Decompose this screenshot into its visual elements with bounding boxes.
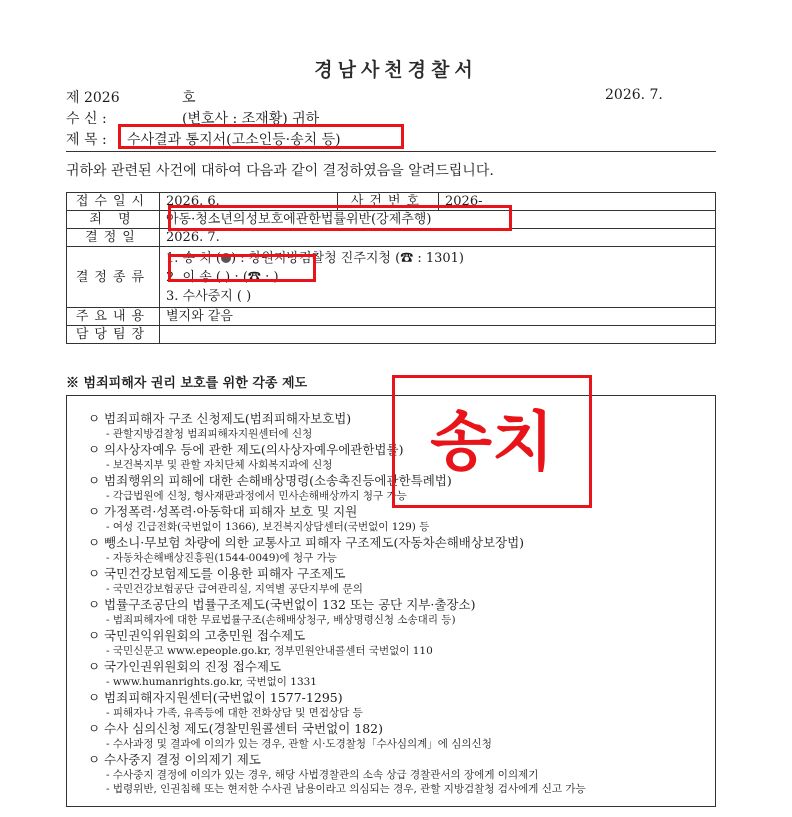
crime-highlight-box — [168, 205, 512, 231]
decision-highlight-box — [168, 254, 316, 282]
rights-item-detail: - 관할지방검찰청 범죄피해자지원센터에 신청 — [106, 428, 313, 440]
rights-item-title: ㅇ 국민건강보험제도를 이용한 피해자 구조제도 — [88, 566, 346, 581]
rights-item-detail: - www.humanrights.go.kr, 국번없이 1331 — [106, 676, 317, 688]
rights-item-title: ㅇ 의사상자예우 등에 관한 제도(의사상자예우에관한법률) — [88, 442, 404, 457]
rights-item-detail: - 수사중지 결정에 이의가 있는 경우, 해당 사법경찰관의 소속 상급 경찰관서의 장에게 이의제기 — [106, 769, 539, 781]
case-number-value: 2026- — [439, 193, 716, 211]
rights-item-detail: - 자동차손해배상진흥원(1544-0049)에 청구 가능 — [106, 552, 337, 564]
rights-item-title: ㅇ 뺑소니·무보험 차량에 의한 교통사고 피해자 구조제도(자동차손해배상보장법) — [88, 535, 525, 550]
rights-item-title: ㅇ 수사 심의신청 제도(경찰민원콜센터 국번없이 182) — [88, 721, 383, 736]
rights-item-title: ㅇ 범죄행위의 피해에 대한 손해배상명령(소송촉진등에관한특례법) — [88, 473, 452, 488]
rights-item-detail: - 여성 긴급전화(국번없이 1366), 보건복지상담센터(국번없이 129) 등 — [106, 521, 430, 533]
recipient-value: (변호사 : 조재황) 귀하 — [182, 111, 320, 127]
rights-item-detail: - 범죄피해자에 대한 무료법률구조(손해배상청구, 배상명령신청 소송대리 등) — [106, 614, 456, 626]
rights-item-detail: - 국민건강보험공단 급여관리실, 지역별 공단지부에 문의 — [106, 583, 363, 595]
decision-date-label: 결정일 — [67, 229, 160, 247]
document-number-suffix: 호 — [182, 90, 196, 106]
subject-value: 수사결과 통지서(고소인등·송치 등) — [127, 132, 341, 148]
rights-item-detail: - 법령위반, 인권침해 또는 현저한 수사권 남용이라고 의심되는 경우, 관할 지방검찰청 검사에게 신고 가능 — [106, 783, 586, 795]
summary-value: 별지와 같음 — [160, 308, 716, 326]
recipient-label: 수 신 : — [66, 111, 107, 127]
rights-item-title: ㅇ 범죄피해자지원센터(국번없이 1577-1295) — [88, 690, 343, 705]
summary-label: 주요내용 — [67, 308, 160, 326]
decision-type-label: 결정종류 — [67, 247, 160, 308]
header-divider — [66, 151, 716, 152]
transfer-stamp: 송치 — [392, 375, 592, 508]
intro-text: 귀하와 관련된 사건에 대하여 다음과 같이 결정하였음을 알려드립니다. — [66, 163, 494, 179]
notice-title: ※ 범죄피해자 권리 보호를 위한 각종 제도 — [66, 376, 308, 391]
rights-item-title: ㅇ 국가인권위원회의 진정 접수제도 — [88, 659, 282, 674]
rights-item-title: ㅇ 국민권익위원회의 고충민원 접수제도 — [88, 628, 306, 643]
rights-item-title: ㅇ 가정폭력·성폭력·아동학대 피해자 보호 및 지원 — [88, 504, 358, 519]
crime-value: 아동·청소년의성보호에관한법률위반(강제추행) — [160, 211, 716, 229]
rights-item-detail: - 각급법원에 신청, 형사재판과정에서 민사손해배상까지 청구 가능 — [106, 490, 407, 502]
document-number-label: 제 2026 — [66, 90, 120, 106]
rights-item-detail: - 국민신문고 www.epeople.go.kr, 정부민원안내콜센터 국번없이 110 — [106, 645, 433, 657]
case-number-label: 사건번호 — [338, 193, 439, 211]
rights-item-title: ㅇ 범죄피해자 구조 신청제도(범죄피해자보호법) — [88, 411, 352, 426]
rights-item-title: ㅇ 법률구조공단의 법률구조제도(국번없이 132 또는 공단 지부·출장소) — [88, 597, 476, 612]
subject-highlight-box — [118, 124, 404, 149]
team-leader-label: 담당팀장 — [67, 326, 160, 344]
rights-item-detail: - 피해자나 가족, 유족등에 대한 전화상담 및 면접상담 등 — [106, 707, 363, 719]
decision-option-transfer-prosecution: 1. 송 치 ( ) : 창원지방검찰청 진주지청 (☎ : 1301) — [166, 250, 464, 266]
decision-option-suspension: 3. 수사중지 ( ) — [166, 288, 252, 304]
document-date: 2026. 7. — [605, 87, 663, 103]
rights-item-title: ㅇ 수사중지 결정 이의제기 제도 — [88, 752, 261, 767]
decision-date-value: 2026. 7. — [160, 229, 716, 247]
team-leader-value — [160, 326, 716, 344]
receipt-label: 접수일시 — [67, 193, 160, 211]
rights-item-detail: - 보건복지부 및 관할 자치단체 사회복지과에 신청 — [106, 459, 333, 471]
subject-label: 제 목 : — [66, 132, 107, 148]
receipt-value: 2026. 6. — [160, 193, 338, 211]
rights-item-detail: - 수사과정 및 결과에 이의가 있는 경우, 관할 시·도경찰청「수사심의계」에 심의신청 — [106, 738, 492, 750]
decision-option-transfer: 2. 이 송 ( ) : (☎ : ) — [166, 269, 279, 285]
document-title: 경남사천경찰서 — [314, 59, 478, 81]
crime-label: 죄 명 — [67, 211, 160, 229]
